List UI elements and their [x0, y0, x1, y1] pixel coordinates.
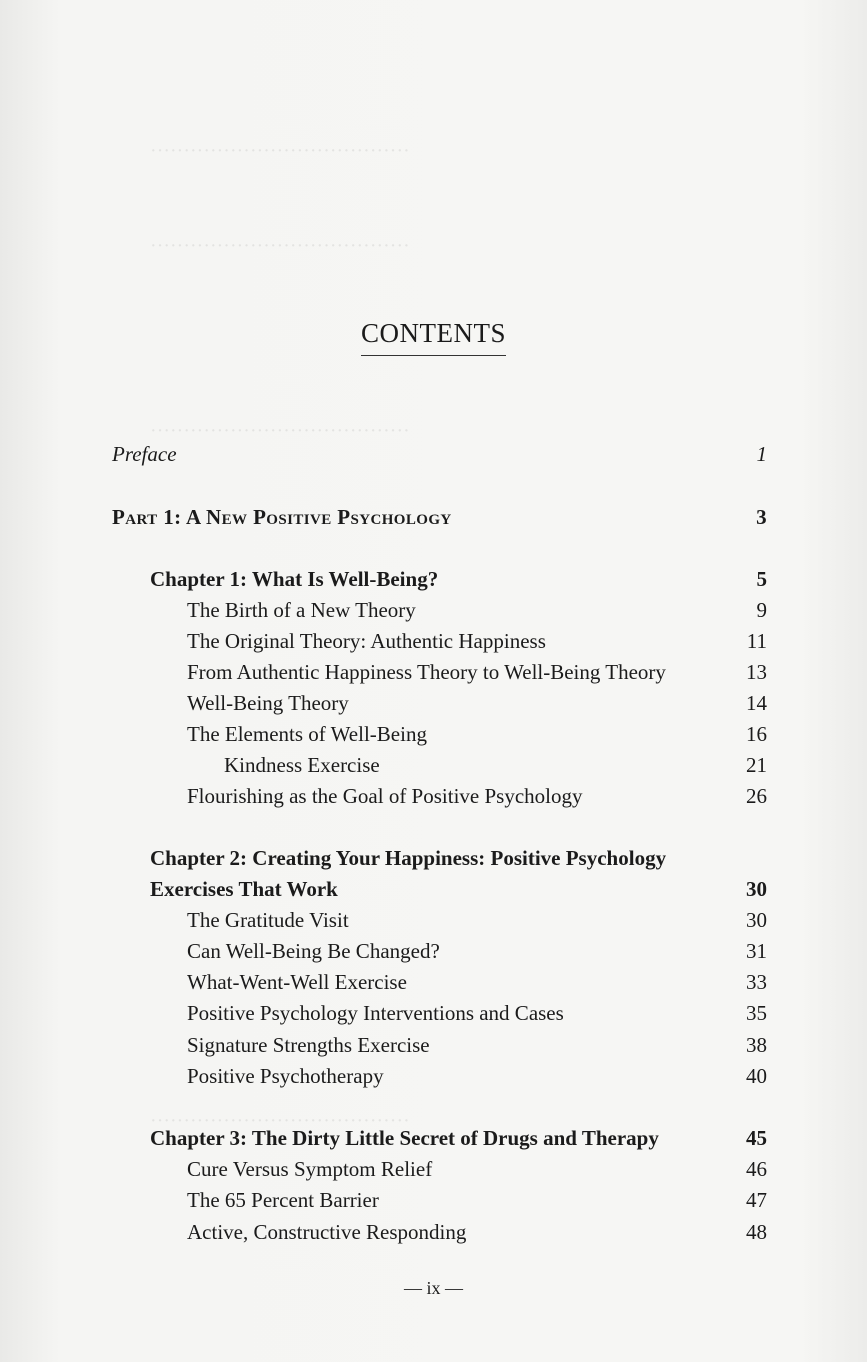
- show-through-text: ·······································: [150, 235, 410, 257]
- toc-entry-page: 45: [746, 1126, 767, 1150]
- toc-entry-label: Positive Psychotherapy: [187, 1064, 384, 1088]
- toc-entry-page: 47: [746, 1188, 767, 1212]
- toc-entry-label: Part 1: A New Positive Psychology: [112, 505, 452, 529]
- toc-section-entry: [112, 1220, 767, 1250]
- toc-entry-label: Well-Being Theory: [187, 691, 349, 715]
- toc-section-entry: [112, 908, 767, 938]
- contents-heading: [0, 318, 867, 356]
- toc-section-entry: [112, 1157, 767, 1187]
- page-title: CONTENTS: [361, 318, 506, 356]
- toc-entry-label: What-Went-Well Exercise: [187, 970, 407, 994]
- toc-entry-label: Signature Strengths Exercise: [187, 1033, 430, 1057]
- toc-entry-label: From Authentic Happiness Theory to Well-Being Theory: [187, 660, 666, 684]
- show-through-text: ·······································: [150, 1110, 410, 1132]
- toc-entry-page: 35: [746, 1001, 767, 1025]
- toc-entry-page: 30: [746, 908, 767, 932]
- toc-chapter-entry-continued: [112, 877, 767, 907]
- toc-section-entry: [112, 660, 767, 690]
- toc-entry-label: The Gratitude Visit: [187, 908, 349, 932]
- toc-entry-page: 5: [756, 567, 767, 591]
- toc-entry-label: The Original Theory: Authentic Happiness: [187, 629, 546, 653]
- toc-entry-page: 46: [746, 1157, 767, 1181]
- toc-entry-label: Cure Versus Symptom Relief: [187, 1157, 433, 1181]
- toc-entry-label: Flourishing as the Goal of Positive Psychology: [187, 784, 583, 808]
- toc-section-entry: [112, 722, 767, 752]
- toc-section-entry: [112, 629, 767, 659]
- toc-entry-label: The Elements of Well-Being: [187, 722, 427, 746]
- show-through-text: ·······································: [150, 420, 410, 442]
- toc-entry-page: 40: [746, 1064, 767, 1088]
- show-through-text: ·······································: [150, 140, 410, 162]
- toc-entry-label: Preface: [112, 442, 177, 466]
- toc-entry-page: 14: [746, 691, 767, 715]
- toc-subsection-entry: [112, 753, 767, 783]
- toc-section-entry: [112, 691, 767, 721]
- toc-section-entry: [112, 1188, 767, 1218]
- toc-entry-page: 16: [746, 722, 767, 746]
- toc-entry-page: 26: [746, 784, 767, 808]
- toc-section-entry: [112, 784, 767, 814]
- toc-entry-page: 38: [746, 1033, 767, 1057]
- toc-entry-label: The 65 Percent Barrier: [187, 1188, 379, 1212]
- toc-entry-page: 21: [746, 753, 767, 777]
- toc-entry-label: Chapter 1: What Is Well-Being?: [150, 567, 439, 591]
- toc-entry-label: The Birth of a New Theory: [187, 598, 416, 622]
- toc-section-entry: [112, 598, 767, 628]
- toc-entry-label: Kindness Exercise: [224, 753, 380, 777]
- toc-section-entry: [112, 1001, 767, 1031]
- toc-part-entry: [112, 505, 767, 535]
- toc-entry-label: Positive Psychology Interventions and Cases: [187, 1001, 564, 1025]
- toc-entry-page: 30: [746, 877, 767, 901]
- toc-entry-label: Chapter 3: The Dirty Little Secret of Drugs and Therapy: [150, 1126, 659, 1150]
- toc-entry-page: 9: [756, 598, 767, 622]
- toc-entry: [112, 442, 767, 472]
- toc-entry-page: 48: [746, 1220, 767, 1244]
- toc-chapter-entry: [112, 1126, 767, 1156]
- toc-chapter-entry: [112, 567, 767, 597]
- toc-entry-page: 31: [746, 939, 767, 963]
- toc-entry-label: Can Well-Being Be Changed?: [187, 939, 440, 963]
- toc-entry-label: Exercises That Work: [150, 877, 338, 901]
- toc-entry-page: 11: [746, 629, 767, 653]
- toc-chapter-entry: [112, 846, 767, 876]
- toc-section-entry: [112, 1033, 767, 1063]
- toc-section-entry: [112, 970, 767, 1000]
- toc-entry-page: 13: [746, 660, 767, 684]
- toc-section-entry: [112, 1064, 767, 1094]
- toc-section-entry: [112, 939, 767, 969]
- toc-entry-label: Active, Constructive Responding: [187, 1220, 467, 1244]
- toc-entry-page: 3: [756, 505, 767, 529]
- toc-entry-page: 1: [756, 442, 767, 466]
- toc-entry-label: Chapter 2: Creating Your Happiness: Positive Psychology: [150, 846, 667, 870]
- toc-entry-page: 33: [746, 970, 767, 994]
- page-number: — ix —: [403, 1278, 463, 1298]
